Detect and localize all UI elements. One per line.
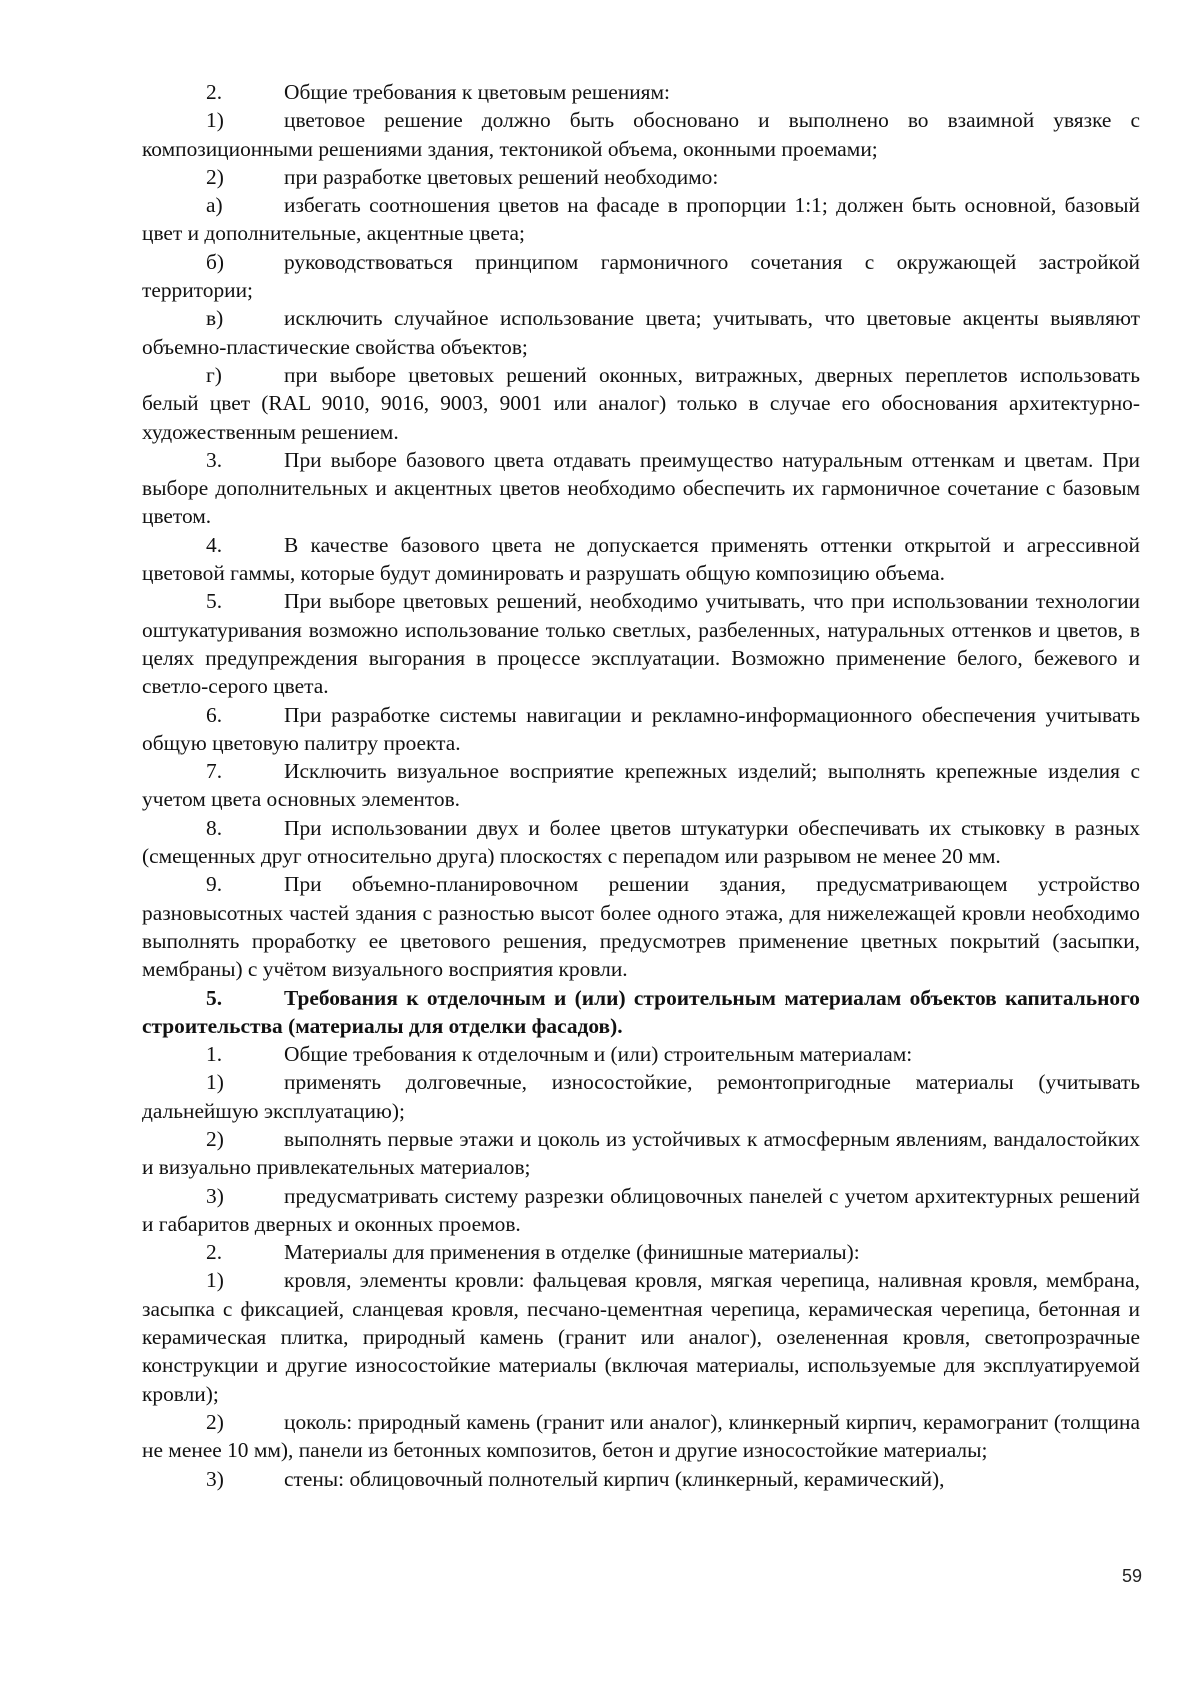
- paragraph: [142, 587, 1140, 700]
- paragraph-text: цветовое решение должно быть обосновано и выполнено во взаимной увязке с композиционными решениями здания, тектоникой объема, оконными проемами;: [142, 108, 1140, 161]
- paragraph-number: 4.: [206, 532, 223, 557]
- paragraph-number: 1): [206, 108, 224, 133]
- paragraph-text: При выборе цветовых решений, необходимо учитывать, что при использовании технологии оштукатуривания возможно использование только светлых, разбеленных, натуральных оттенков и цветов, в целях предупреждения выгорания в процессе эксплуатации. Возможно применение белого, бежевого и светло-серого цвета.: [142, 589, 1140, 699]
- paragraph: [142, 701, 1140, 758]
- paragraph-text: исключить случайное использование цвета; учитывать, что цветовые акценты выявляют объемно-пластические свойства объектов;: [142, 306, 1140, 359]
- paragraph-text: применять долговечные, износостойкие, ремонтопригодные материалы (учитывать дальнейшую эксплуатацию);: [142, 1070, 1140, 1123]
- document-body: [142, 78, 1140, 1493]
- paragraph-text: При использовании двух и более цветов штукатурки обеспечивать их стыковку в разных (смещенных друг относительно друга) плоскостях с перепадом или разрывом не менее 20 мм.: [142, 815, 1140, 869]
- page-number: 59: [1121, 1566, 1142, 1586]
- paragraph-number: 2.: [206, 80, 223, 104]
- paragraph-number: 2): [206, 1409, 224, 1434]
- paragraph-text: В качестве базового цвета не допускается применять оттенки открытой и агрессивной цветовой гаммы, которые будут доминировать и разрушать общую композицию объема.: [142, 532, 1140, 586]
- paragraph: [142, 870, 1140, 983]
- paragraph-number: г): [206, 362, 222, 387]
- paragraph-number: 5.: [206, 985, 223, 1010]
- paragraph-number: 2.: [206, 1240, 223, 1265]
- paragraph: [142, 814, 1140, 871]
- paragraph-number: 7.: [206, 759, 223, 784]
- paragraph-text: предусматривать систему разрезки облицовочных панелей с учетом архитектурных решений и габаритов дверных и оконных проемов.: [142, 1183, 1140, 1236]
- paragraph-text: Материалы для применения в отделке (финишные материалы):: [284, 1240, 860, 1265]
- paragraph-text: При разработке системы навигации и рекламно-информационного обеспечения учитывать общую цветовую палитру проекта.: [142, 702, 1140, 755]
- paragraph-text: При объемно-планировочном решении здания, предусматривающем устройство разновысотных частей здания с разностью высот более одного этажа, для нижележащей кровли необходимо выполнять проработку ее цветового решения, предусмотрев применение цветных покрытий (засыпки, мембраны) с учётом визуального восприятия кровли.: [142, 872, 1140, 982]
- paragraph-text: Общие требования к цветовым решениям:: [284, 80, 671, 104]
- section-heading: [142, 984, 1140, 1041]
- paragraph: [142, 1125, 1140, 1182]
- paragraph: [142, 1266, 1140, 1407]
- paragraph: [142, 757, 1140, 814]
- paragraph: [142, 304, 1140, 361]
- paragraph-text: руководствоваться принципом гармоничного сочетания с окружающей застройкой территории;: [142, 249, 1140, 303]
- paragraph-text: Исключить визуальное восприятие крепежных изделий; выполнять крепежные изделия с учетом цвета основных элементов.: [142, 759, 1140, 812]
- paragraph: [142, 78, 1140, 106]
- paragraph-number: б): [206, 249, 225, 274]
- paragraph-text: Общие требования к отделочным и (или) строительным материалам:: [284, 1042, 913, 1067]
- paragraph-number: 8.: [206, 815, 223, 840]
- paragraph: [142, 163, 1140, 191]
- paragraph-text: при выборе цветовых решений оконных, витражных, дверных переплетов использовать белый цвет (RAL 9010, 9016, 9003, 9001 или аналог) только в случае его обоснования архитектурно-художественным решением.: [142, 362, 1140, 444]
- paragraph: [142, 361, 1140, 446]
- paragraph-number: 6.: [206, 702, 223, 727]
- paragraph-number: 1.: [206, 1042, 223, 1067]
- paragraph: [142, 1182, 1140, 1239]
- paragraph-number: в): [206, 306, 224, 331]
- paragraph: [142, 191, 1140, 248]
- paragraph-number: а): [206, 193, 223, 218]
- paragraph-text: при разработке цветовых решений необходимо:: [284, 164, 719, 189]
- paragraph: [142, 1465, 1140, 1493]
- paragraph-text: выполнять первые этажи и цоколь из устойчивых к атмосферным явлениям, вандалостойких и визуально привлекательных материалов;: [142, 1126, 1140, 1180]
- paragraph-number: 2): [206, 1126, 224, 1151]
- paragraph: [142, 1040, 1140, 1068]
- paragraph: [142, 1408, 1140, 1465]
- paragraph-number: 3): [206, 1466, 224, 1491]
- paragraph: [142, 248, 1140, 305]
- paragraph-text: цоколь: природный камень (гранит или аналог), клинкерный кирпич, керамогранит (толщина не менее 10 мм), панели из бетонных композитов, бетон и другие износостойкие материалы;: [142, 1409, 1140, 1463]
- paragraph-number: 3.: [206, 447, 223, 472]
- paragraph-number: 1): [206, 1070, 224, 1095]
- paragraph-text: стены: облицовочный полнотелый кирпич (клинкерный, керамический),: [284, 1466, 945, 1491]
- paragraph-number: 2): [206, 164, 224, 189]
- paragraph: [142, 446, 1140, 531]
- paragraph-number: 1): [206, 1268, 224, 1293]
- paragraph: [142, 1068, 1140, 1125]
- paragraph-text: При выборе базового цвета отдавать преимущество натуральным оттенкам и цветам. При выборе дополнительных и акцентных цветов необходимо обеспечить их гармоничное сочетание с базовым цветом.: [142, 447, 1140, 529]
- paragraph-number: 3): [206, 1183, 224, 1208]
- paragraph: [142, 531, 1140, 588]
- paragraph: [142, 106, 1140, 163]
- paragraph-text: кровля, элементы кровли: фальцевая кровля, мягкая черепица, наливная кровля, мембрана, засыпка с фиксацией, сланцевая кровля, песчано-цементная черепица, керамическая черепица, бетонная и керамическая плитка, природный камень (гранит или аналог), озелененная кровля, светопрозрачные конструкции и другие износостойкие материалы (включая материалы, используемые для эксплуатируемой кровли);: [142, 1268, 1140, 1406]
- paragraph: [142, 1238, 1140, 1266]
- paragraph-text: избегать соотношения цветов на фасаде в пропорции 1:1; должен быть основной, базовый цвет и дополнительные, акцентные цвета;: [142, 193, 1140, 246]
- paragraph-number: 5.: [206, 589, 223, 614]
- paragraph-text: Требования к отделочным и (или) строительным материалам объектов капитального строительства (материалы для отделки фасадов).: [142, 985, 1140, 1038]
- paragraph-number: 9.: [206, 872, 223, 897]
